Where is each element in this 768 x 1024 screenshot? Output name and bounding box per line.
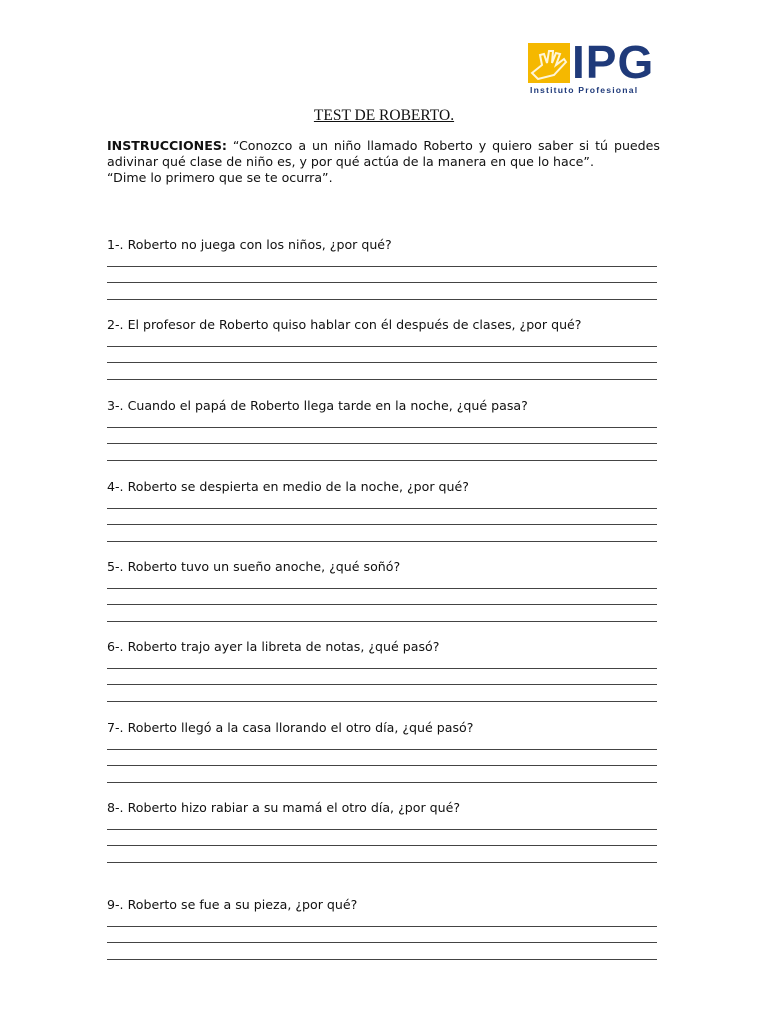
answer-line[interactable] [107, 926, 657, 927]
answer-line[interactable] [107, 668, 657, 669]
question-5: 5-. Roberto tuvo un sueño anoche, ¿qué soñó? [107, 559, 401, 574]
answer-line[interactable] [107, 508, 657, 509]
question-9: 9-. Roberto se fue a su pieza, ¿por qué? [107, 897, 358, 912]
answer-line[interactable] [107, 942, 657, 943]
instructions-label: INSTRUCCIONES: [107, 138, 227, 153]
instructions-text-2: “Dime lo primero que se te ocurra”. [107, 170, 333, 186]
question-6: 6-. Roberto trajo ayer la libreta de notas, ¿qué pasó? [107, 639, 440, 654]
answer-line[interactable] [107, 524, 657, 525]
question-4: 4-. Roberto se despierta en medio de la noche, ¿por qué? [107, 479, 469, 494]
logo-subtitle: Instituto Profesional [530, 85, 639, 95]
answer-line[interactable] [107, 443, 657, 444]
answer-line[interactable] [107, 282, 657, 283]
answer-line[interactable] [107, 427, 657, 428]
answer-line[interactable] [107, 621, 657, 622]
question-3: 3-. Cuando el papá de Roberto llega tarde en la noche, ¿qué pasa? [107, 398, 528, 413]
answer-line[interactable] [107, 362, 657, 363]
answer-line[interactable] [107, 299, 657, 300]
logo-brand: IPG [572, 36, 655, 88]
answer-line[interactable] [107, 782, 657, 783]
question-8: 8-. Roberto hizo rabiar a su mamá el otro día, ¿por qué? [107, 800, 461, 815]
ipg-logo [528, 36, 663, 95]
answer-line[interactable] [107, 862, 657, 863]
instructions-text: “Conozco a un niño llamado Roberto y quiero saber si tú puedes adivinar qué clase de niño es, y por qué actúa de la manera en que lo hace”. [107, 138, 660, 170]
answer-line[interactable] [107, 701, 657, 702]
answer-line[interactable] [107, 346, 657, 347]
answer-line[interactable] [107, 749, 657, 750]
answer-line[interactable] [107, 829, 657, 830]
answer-line[interactable] [107, 541, 657, 542]
question-7: 7-. Roberto llegó a la casa llorando el otro día, ¿qué pasó? [107, 720, 474, 735]
page-title: TEST DE ROBERTO. [313, 107, 455, 124]
hand-icon [528, 43, 570, 83]
answer-line[interactable] [107, 588, 657, 589]
question-2: 2-. El profesor de Roberto quiso hablar con él después de clases, ¿por qué? [107, 317, 582, 332]
answer-line[interactable] [107, 684, 657, 685]
answer-line[interactable] [107, 266, 657, 267]
answer-line[interactable] [107, 765, 657, 766]
answer-line[interactable] [107, 604, 657, 605]
question-1: 1-. Roberto no juega con los niños, ¿por qué? [107, 237, 392, 252]
answer-line[interactable] [107, 460, 657, 461]
answer-line[interactable] [107, 379, 657, 380]
instructions-block [107, 138, 660, 187]
answer-line[interactable] [107, 845, 657, 846]
answer-line[interactable] [107, 959, 657, 960]
